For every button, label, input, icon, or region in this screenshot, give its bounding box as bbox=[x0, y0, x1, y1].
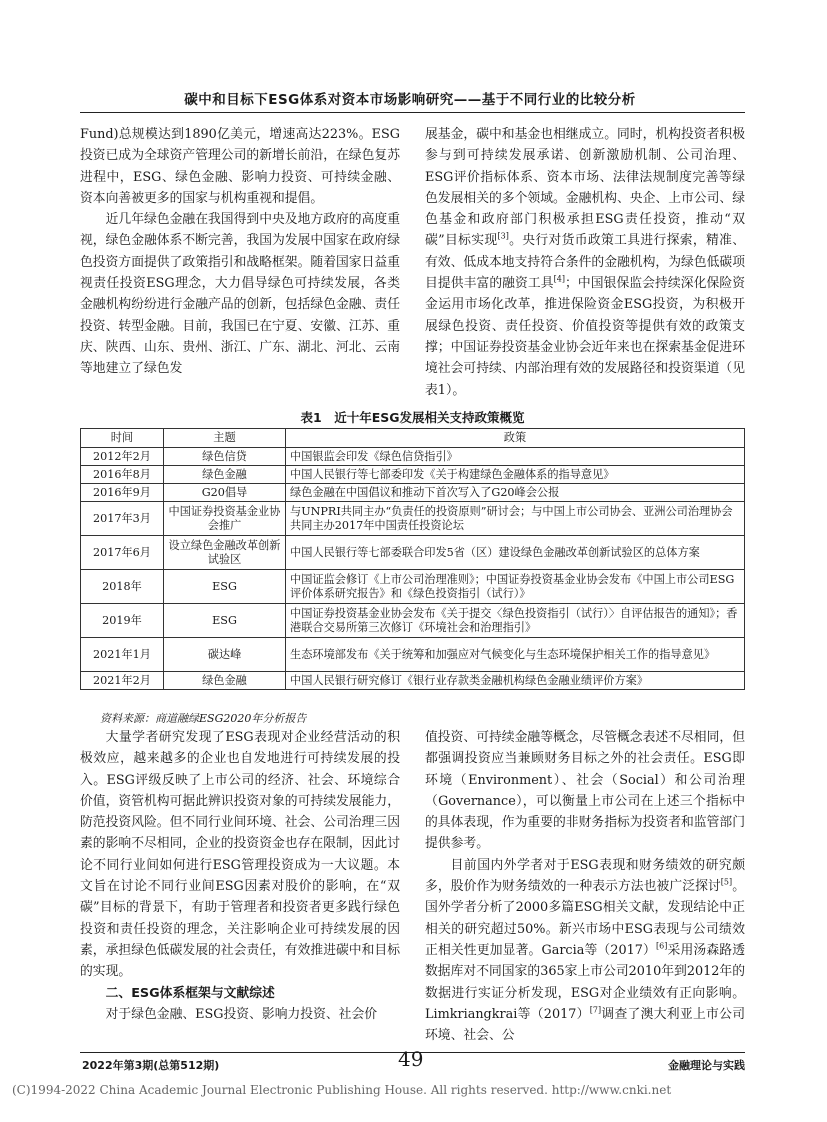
cell-topic: ESG bbox=[164, 570, 286, 604]
cell-date: 2018年 bbox=[81, 570, 164, 604]
cell-date: 2016年9月 bbox=[81, 484, 164, 502]
running-header: 碳中和目标下ESG体系对资本市场影响研究——基于不同行业的比较分析 bbox=[184, 92, 636, 108]
citation[interactable]: [5] bbox=[720, 877, 733, 887]
cell-date: 2017年3月 bbox=[81, 502, 164, 536]
table-row bbox=[81, 466, 745, 484]
table-row bbox=[81, 638, 745, 672]
cell-policy: 中国证监会修订《上市公司治理准则》；中国证券投资基金业协会发布《中国上市公司ESG评价体系研究报告》和《绿色投资指引（试行）》 bbox=[286, 570, 745, 604]
cell-topic: ESG bbox=[164, 604, 286, 638]
cell-policy: 中国银监会印发《绿色信贷指引》 bbox=[286, 448, 745, 466]
cell-date: 2016年8月 bbox=[81, 466, 164, 484]
table-row bbox=[81, 484, 745, 502]
cell-policy: 生态环境部发布《关于统筹和加强应对气候变化与生态环境保护相关工作的指导意见》 bbox=[286, 638, 745, 672]
text-run: 目前国内外学者对于ESG表现和财务绩效的研究颇多，股价作为财务绩效的一种表示方法也被广泛探讨 bbox=[425, 857, 745, 895]
table-title: 表1 近十年ESG发展相关支持政策概览 bbox=[300, 410, 525, 425]
cell-topic: 设立绿色金融改革创新试验区 bbox=[164, 536, 286, 570]
cell-topic: G20倡导 bbox=[164, 484, 286, 502]
citation[interactable]: [7] bbox=[589, 1005, 602, 1015]
paragraph: 对于绿色金融、ESG投资、影响力投资、社会价 bbox=[105, 1006, 378, 1022]
bottom-right-column bbox=[425, 727, 745, 1046]
table-row bbox=[81, 536, 745, 570]
cell-date: 2017年6月 bbox=[81, 536, 164, 570]
text-run: 。央行对货币政策工具进行探索，精准、有效、低成本地支持符合条件的金融机构，为绿色低碳项目提供丰富的融资工具 bbox=[425, 233, 746, 292]
cell-policy: 中国人民银行研究修订《银行业存款类金融机构绿色金融业绩评价方案》 bbox=[286, 672, 745, 690]
cell-policy: 绿色金融在中国倡议和推动下首次写入了G20峰会公报 bbox=[286, 484, 745, 502]
section-heading: 二、ESG体系框架与文献综述 bbox=[105, 985, 275, 1001]
table-row bbox=[81, 672, 745, 690]
paragraph: 近几年绿色金融在我国得到中央及地方政府的高度重视，绿色金融体系不断完善，我国为发展中国家在政府绿色投资方面提供了政策指引和战略框架。随着国家日益重视责任投资ESG理念，大力倡导绿色可持续发展，各类金融机构纷纷进行金融产品的创新，包括绿色金融、责任投资、转型金融。目前，我国已在宁夏、安徽、江苏、重庆、陕西、山东、贵州、浙江、广东、湖北、河北、云南等地建立了绿色发 bbox=[80, 212, 400, 377]
top-left-column bbox=[80, 124, 400, 380]
cell-date: 2012年2月 bbox=[81, 448, 164, 466]
citation[interactable]: [4] bbox=[553, 274, 565, 284]
table-row bbox=[81, 502, 745, 536]
cell-date: 2021年1月 bbox=[81, 638, 164, 672]
page-number: 49 bbox=[398, 1047, 424, 1071]
cell-topic: 绿色金融 bbox=[164, 672, 286, 690]
cell-topic: 中国证券投资基金业协会推广 bbox=[164, 502, 286, 536]
cell-policy: 中国人民银行等七部委印发《关于构建绿色金融体系的指导意见》 bbox=[286, 466, 745, 484]
issue-info: 2022年第3期(总第512期) bbox=[82, 1059, 220, 1072]
table-source-note: 资料来源：商道融绿ESG2020年分析报告 bbox=[100, 712, 307, 725]
header-rule bbox=[80, 112, 745, 113]
table-row bbox=[81, 448, 745, 466]
cell-topic: 碳达峰 bbox=[164, 638, 286, 672]
text-run: 。国外学者分析了2000多篇ESG相关文献，发现结论中正相关的研究超过50%。新兴市场中ESG表现与公司绩效正相关性更加显著。Garcia等（2017） bbox=[425, 879, 746, 958]
column-header: 政策 bbox=[286, 429, 745, 448]
copyright-notice: (C)1994-2022 China Academic Journal Electronic Publishing House. All rights reserved. http://www.cnki.net bbox=[12, 1083, 672, 1097]
cell-policy: 中国人民银行等七部委联合印发5省（区）建设绿色金融改革创新试验区的总体方案 bbox=[286, 536, 745, 570]
top-right-column bbox=[425, 124, 745, 401]
cell-policy: 中国证券投资基金业协会发布《关于提交〈绿色投资指引（试行）〉自评估报告的通知》；香港联合交易所第三次修订《环境社会和治理指引》 bbox=[286, 604, 745, 638]
cell-date: 2019年 bbox=[81, 604, 164, 638]
citation[interactable]: [3] bbox=[497, 232, 509, 242]
text-run: 展基金，碳中和基金也相继成立。同时，机构投资者积极参与到可持续发展承诺、创新激励机制、公司治理、ESG评价指标体系、资本市场、法律法规制度完善等绿色发展相关的多个领域。金融机构、央企、上市公司、绿色基金和政府部门积极承担ESG责任投资，推动“双碳”目标实现 bbox=[425, 127, 745, 249]
paragraph bbox=[425, 124, 745, 401]
column-header: 主题 bbox=[164, 429, 286, 448]
cell-topic: 绿色信贷 bbox=[164, 448, 286, 466]
paragraph: 值投资、可持续金融等概念，尽管概念表述不尽相同，但都强调投资应当兼顾财务目标之外的社会责任。ESG即环境（Environment）、社会（Social）和公司治理（Governance），可以衡量上市公司在上述三个指标中的具体表现，作为重要的非财务指标为投资者和监管部门提供参考。 bbox=[425, 730, 745, 852]
column-header: 时间 bbox=[81, 429, 164, 448]
text-run: ；中国银保监会持续深化保险资金运用市场化改革，推进保险资金ESG投资，为积极开展绿色投资、责任投资、价值投资等提供有效的政策支撑；中国证券投资基金业协会近年来也在探索基金促进环境社会可持续、内部治理有效的发展路径和投资渠道（见表1）。 bbox=[425, 276, 746, 398]
citation[interactable]: [6] bbox=[656, 941, 668, 951]
table-row bbox=[81, 570, 745, 604]
bottom-left-column bbox=[80, 727, 400, 1025]
paragraph bbox=[425, 855, 745, 1047]
table-header-row bbox=[81, 429, 745, 448]
text-run: 采用汤森路透数据库对不同国家的365家上市公司2010年到2012年的数据进行实证分析发现，ESG对企业绩效有正向影响。Limkriangkrai等（2017） bbox=[425, 942, 746, 1022]
text-run: 调查了澳大利亚上市公司环境、社会、公 bbox=[425, 1006, 746, 1044]
policy-table bbox=[80, 428, 745, 690]
cell-policy: 与UNPRI共同主办“负责任的投资原则”研讨会；与中国上市公司协会、亚洲公司治理协会共同主办2017年中国责任投资论坛 bbox=[286, 502, 745, 536]
cell-date: 2021年2月 bbox=[81, 672, 164, 690]
paragraph: Fund)总规模达到1890亿美元，增速高达223%。ESG投资已成为全球资产管理公司的新增长前沿，在绿色复苏进程中，ESG、绿色金融、影响力投资、可持续金融、资本向善被更多的国家与机构重视和提倡。 bbox=[80, 127, 400, 206]
cell-topic: 绿色金融 bbox=[164, 466, 286, 484]
table-row bbox=[81, 604, 745, 638]
paragraph: 大量学者研究发现了ESG表现对企业经营活动的积极效应，越来越多的企业也自发地进行可持续发展的投入。ESG评级反映了上市公司的经济、社会、环境综合价值，资管机构可据此辨识投资对象的可持续发展能力，防范投资风险。但不同行业间环境、社会、公司治理三因素的影响不尽相同，企业的投资资金也存在限制，因此讨论不同行业间如何进行ESG管理投资成为一大议题。本文旨在讨论不同行业间ESG因素对股价的影响，在“双碳”目标的背景下，有助于管理者和投资者更多践行绿色投资和责任投资的理念，关注影响企业可持续发展的因素，承担绿色低碳发展的社会责任，有效推进碳中和目标的实现。 bbox=[80, 730, 400, 980]
journal-name: 金融理论与实践 bbox=[668, 1059, 745, 1072]
